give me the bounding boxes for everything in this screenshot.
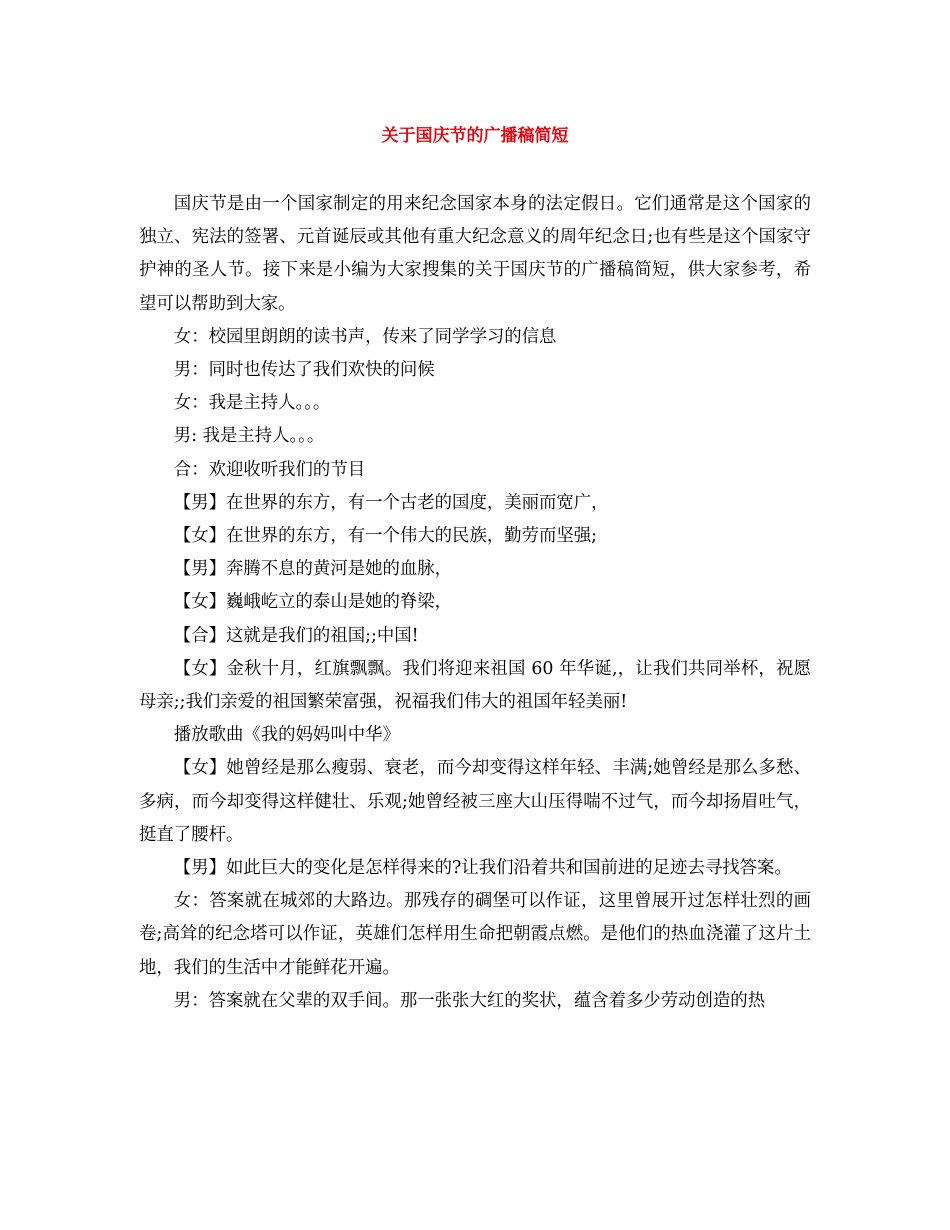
paragraph-line: 男：答案就在父辈的双手间。那一张张大红的奖状，蕴含着多少劳动创造的热 <box>173 990 766 1011</box>
paragraph-line: 【男】在世界的东方，有一个古老的国度，美丽而宽广， <box>173 492 609 513</box>
paragraph-line: 【女】她曾经是那么瘦弱、衰老，而今却变得这样年轻、丰满;她曾经是那么多愁、多病，而今却变得这样健壮、乐观;她曾经被三座大山压得喘不过气，而今却扬眉吐气，挺直了腰杆。 <box>139 758 811 845</box>
paragraph-line: 【女】金秋十月，红旗飘飘。我们将迎来祖国 60 年华诞,，让我们共同举杯，祝愿母亲;;我们亲爱的祖国繁荣富强，祝福我们伟大的祖国年轻美丽! <box>139 658 811 713</box>
paragraph-line: 女：校园里朗朗的读书声，传来了同学学习的信息 <box>173 326 557 347</box>
paragraph-line: 男: 我是主持人。。。 <box>173 426 325 447</box>
document-title: 关于国庆节的广播稿简短 <box>381 126 569 146</box>
paragraph-line: 【男】奔腾不息的黄河是她的血脉， <box>173 559 453 580</box>
paragraph-line: 女：我是主持人。。。 <box>173 393 331 414</box>
paragraph-intro: 国庆节是由一个国家制定的用来纪念国家本身的法定假日。它们通常是这个国家的独立、宪法的签署、元首诞辰或其他有重大纪念意义的周年纪念日;也有些是这个国家守护神的圣人节。接下来是小编为大家搜集的关于国庆节的广播稿简短，供大家参考，希望可以帮助到大家。 <box>139 194 811 314</box>
paragraph-line: 男：同时也传达了我们欢快的问候 <box>173 360 435 381</box>
document-body <box>139 188 811 1018</box>
paragraph-line: 【合】这就是我们的祖国;;中国! <box>173 625 419 646</box>
paragraph-line: 【女】在世界的东方，有一个伟大的民族，勤劳而坚强; <box>173 526 598 547</box>
paragraph-line: 播放歌曲《我的妈妈叫中华》 <box>173 725 400 746</box>
paragraph-line: 【男】如此巨大的变化是怎样得来的?让我们沿着共和国前进的足迹去寻找答案。 <box>173 858 792 879</box>
paragraph-line: 【女】巍峨屹立的泰山是她的脊梁， <box>173 592 453 613</box>
paragraph-line: 合：欢迎收听我们的节目 <box>173 459 366 480</box>
paragraph-line: 女：答案就在城郊的大路边。那残存的碉堡可以作证，这里曾展开过怎样壮烈的画卷;高耸的纪念塔可以作证，英雄们怎样用生命把朝霞点燃。是他们的热血浇灌了这片土地，我们的生活中才能鲜花开遍。 <box>139 891 811 978</box>
